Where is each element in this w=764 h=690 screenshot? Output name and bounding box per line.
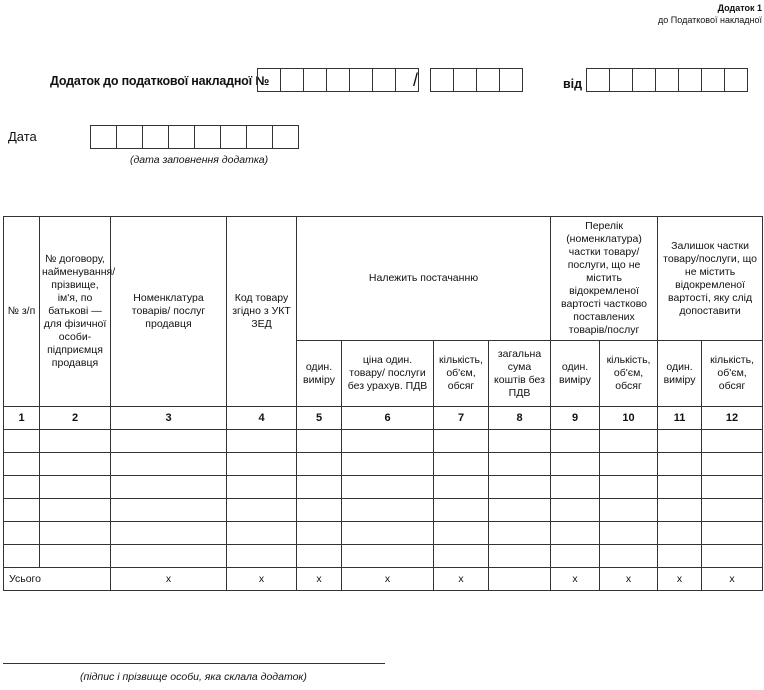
branch-number-boxes[interactable] xyxy=(431,68,523,92)
digit-box[interactable] xyxy=(476,68,500,92)
table-row[interactable] xyxy=(4,476,763,499)
header-quantity: кількість, об'єм, обсяг xyxy=(702,341,763,407)
column-number: 2 xyxy=(40,407,111,430)
table-row[interactable] xyxy=(4,430,763,453)
total-mark: x xyxy=(600,568,658,591)
digit-box[interactable] xyxy=(632,68,656,92)
table-row[interactable] xyxy=(4,499,763,522)
appendix-header xyxy=(658,2,762,26)
date-label: Дата xyxy=(8,129,37,144)
digit-box[interactable] xyxy=(724,68,748,92)
digit-box[interactable] xyxy=(168,125,195,149)
table-row[interactable] xyxy=(4,453,763,476)
digit-box[interactable] xyxy=(453,68,477,92)
digit-box[interactable] xyxy=(349,68,373,92)
total-mark: x xyxy=(434,568,489,591)
digit-box[interactable] xyxy=(586,68,610,92)
header-total-sum: загальна сума коштів без ПДВ xyxy=(489,341,551,407)
column-number: 11 xyxy=(658,407,702,430)
invoice-date-boxes[interactable] xyxy=(587,68,748,92)
header-nomenclature: Номенклатура товарів/ послуг продавця xyxy=(111,217,227,407)
digit-box[interactable] xyxy=(194,125,221,149)
digit-box[interactable] xyxy=(678,68,702,92)
fill-date-boxes[interactable] xyxy=(91,125,299,149)
from-label: від xyxy=(563,77,583,91)
header-unit: один. виміру xyxy=(551,341,600,407)
header-quantity: кількість, об'єм, обсяг xyxy=(434,341,489,407)
total-mark: x xyxy=(297,568,342,591)
table-row[interactable] xyxy=(4,522,763,545)
header-contract: № договору, найменування/ прізвище, ім'я, по батькові — для фізичної особи- підприємця продавця xyxy=(40,217,111,407)
column-number: 10 xyxy=(600,407,658,430)
digit-box[interactable] xyxy=(246,125,273,149)
column-number: 8 xyxy=(489,407,551,430)
column-number: 3 xyxy=(111,407,227,430)
digit-box[interactable] xyxy=(326,68,350,92)
total-mark: x xyxy=(342,568,434,591)
digit-box[interactable] xyxy=(303,68,327,92)
header-row xyxy=(4,217,763,341)
digit-box[interactable] xyxy=(609,68,633,92)
header-unit: один. виміру xyxy=(658,341,702,407)
column-number: 12 xyxy=(702,407,763,430)
header-quantity: кількість, об'єм, обсяг xyxy=(600,341,658,407)
column-number: 1 xyxy=(4,407,40,430)
column-number-row xyxy=(4,407,763,430)
digit-box[interactable] xyxy=(142,125,169,149)
column-number: 4 xyxy=(227,407,297,430)
total-row xyxy=(4,568,763,591)
table-row[interactable] xyxy=(4,545,763,568)
digit-box[interactable] xyxy=(272,125,299,149)
header-number: № з/п xyxy=(4,217,40,407)
form-title: Додаток до податкової накладної № xyxy=(50,74,269,88)
total-mark: x xyxy=(227,568,297,591)
column-number: 5 xyxy=(297,407,342,430)
digit-box[interactable] xyxy=(257,68,281,92)
header-unit: один. виміру xyxy=(297,341,342,407)
digit-box[interactable] xyxy=(220,125,247,149)
digit-box[interactable] xyxy=(90,125,117,149)
digit-box[interactable] xyxy=(280,68,304,92)
column-number: 6 xyxy=(342,407,434,430)
signature-note: (підпис і прізвище особи, яка склала додаток) xyxy=(80,671,307,683)
column-number: 7 xyxy=(434,407,489,430)
digit-box[interactable] xyxy=(655,68,679,92)
date-note: (дата заповнення додатка) xyxy=(130,154,269,166)
digit-box[interactable] xyxy=(499,68,523,92)
header-supplied: Належить постачанню xyxy=(297,217,551,341)
total-mark: x xyxy=(551,568,600,591)
digit-box[interactable] xyxy=(372,68,396,92)
header-list: Перелік (номенклатура) частки товару/послуги, що не містить відокремленої вартості частково поставлених товарів/послуг xyxy=(551,217,658,341)
total-mark: x xyxy=(111,568,227,591)
total-empty[interactable] xyxy=(489,568,551,591)
digit-box[interactable] xyxy=(701,68,725,92)
header-remainder: Залишок частки товару/послуги, що не містить відокремленої вартості, яку слід допоставити xyxy=(658,217,763,341)
number-separator: / xyxy=(413,70,419,90)
total-mark: x xyxy=(658,568,702,591)
total-label: Усього xyxy=(4,568,111,591)
header-price: ціна один. товару/ послуги без урахув. ПДВ xyxy=(342,341,434,407)
goods-table xyxy=(3,216,763,591)
signature-line[interactable] xyxy=(3,663,385,664)
digit-box[interactable] xyxy=(116,125,143,149)
digit-box[interactable] xyxy=(430,68,454,92)
invoice-number-boxes[interactable] xyxy=(258,68,419,92)
total-mark: x xyxy=(702,568,763,591)
appendix-reference: до Податкової накладної xyxy=(658,15,762,25)
header-code: Код товару згідно з УКТ ЗЕД xyxy=(227,217,297,407)
appendix-label: Додаток 1 xyxy=(717,3,762,13)
column-number: 9 xyxy=(551,407,600,430)
